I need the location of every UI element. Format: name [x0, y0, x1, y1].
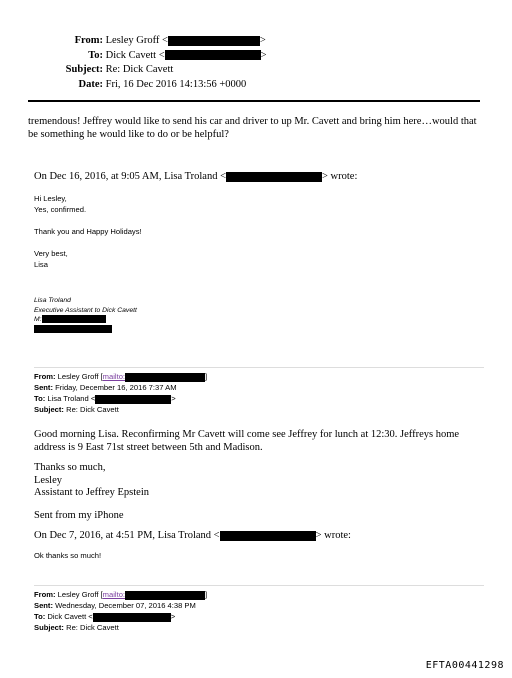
- redaction-bar: [226, 172, 322, 182]
- spacer: [34, 237, 142, 248]
- msg2-subject-value: Re: Dick Cavett: [66, 405, 119, 414]
- msg2-sent-from: Sent from my iPhone: [34, 509, 124, 521]
- redaction-bar: [93, 613, 171, 622]
- header-divider: [28, 100, 480, 102]
- header-subject-row: [28, 63, 267, 78]
- msg2-subject-label: Subject:: [34, 405, 64, 414]
- quote1-line: Yes, confirmed.: [34, 205, 87, 214]
- msg3-to-value: Dick Cavett <: [47, 612, 93, 621]
- header-date-row: [28, 78, 267, 93]
- from-label: From:: [74, 35, 103, 46]
- msg3-from-value: Lesley Groff [: [57, 590, 103, 599]
- msg3-subject-value: Re: Dick Cavett: [66, 623, 119, 632]
- sig-name: Lisa Troland: [34, 297, 71, 304]
- subject-value: Re: Dick Cavett: [105, 64, 174, 75]
- msg2-to-close: >: [171, 394, 176, 403]
- sig-title: Executive Assistant to Dick Cavett: [34, 306, 137, 314]
- quote1-line: Hi Lesley,: [34, 194, 67, 203]
- spacer: [34, 215, 142, 226]
- quote1-line: Thank you and Happy Holidays!: [34, 227, 142, 236]
- from-close: >: [259, 35, 266, 46]
- quote1-line: Very best,: [34, 249, 68, 258]
- mailto-link[interactable]: mailto:: [102, 372, 126, 381]
- msg3-sent-label: Sent:: [34, 601, 53, 610]
- msg2-title: Assistant to Jeffrey Epstein: [34, 487, 149, 498]
- redaction-bar: [125, 590, 208, 600]
- msg3-header: [34, 589, 207, 633]
- date-value: Fri, 16 Dec 2016 14:13:56 +0000: [105, 78, 247, 90]
- sig-m: M:: [34, 316, 42, 323]
- intro-text: tremendous! Jeffrey would like to send his car and driver to up Mr. Cavett and bring him here…would that be something he would like to do or be helpful?: [28, 116, 477, 140]
- header-to-row: [28, 49, 267, 64]
- redaction-bar: [220, 531, 316, 541]
- quote1-wrote-line: [34, 171, 357, 182]
- quote1-body: [34, 193, 142, 270]
- redaction-bar: [165, 50, 261, 60]
- msg2-to-value: Lisa Troland <: [47, 394, 96, 403]
- msg2-thanks: Thanks so much,: [34, 462, 106, 473]
- to-close: >: [260, 49, 267, 61]
- msg2-from-value: Lesley Groff [: [57, 372, 103, 381]
- from-value: Lesley Groff <: [105, 35, 168, 46]
- msg2-header: [34, 371, 207, 415]
- msg2-wrote-line: [34, 530, 351, 541]
- email-header: [28, 34, 267, 92]
- mailto-link[interactable]: mailto:: [102, 590, 126, 599]
- quote1-wrote-suffix: > wrote:: [322, 171, 358, 182]
- msg2-name: Lesley: [34, 474, 62, 486]
- msg2-to-label: To:: [34, 394, 46, 403]
- msg3-subject-label: Subject:: [34, 623, 64, 632]
- msg3-to-close: >: [170, 612, 176, 621]
- redaction-bar: [95, 395, 171, 404]
- to-value: Dick Cavett <: [105, 49, 165, 61]
- msg2-signoff: [34, 462, 149, 522]
- msg2-body: Good morning Lisa. Reconfirming Mr Cavett will come see Jeffrey for lunch at 12:30. Jeffreys home address is 9 East 71st street between 5th and Madison.: [34, 429, 460, 453]
- msg2-wrote-suffix: > wrote:: [315, 530, 351, 541]
- quote1-wrote-prefix: On Dec 16, 2016, at 9:05 AM, Lisa Troland <: [34, 171, 226, 182]
- divider: [34, 367, 484, 368]
- quote1-signature: [34, 296, 137, 334]
- to-label: To:: [88, 49, 103, 61]
- msg2-sent-label: Sent:: [34, 383, 53, 392]
- msg2-from-close: ]: [205, 372, 208, 381]
- redaction-bar: [42, 315, 106, 323]
- divider: [34, 585, 484, 586]
- subject-label: Subject:: [65, 64, 103, 75]
- redaction-bar: [34, 325, 112, 333]
- msg2-reply: Ok thanks so much!: [34, 551, 102, 560]
- msg3-from-label: From:: [34, 590, 56, 599]
- msg2-sent-value: Friday, December 16, 2016 7:37 AM: [55, 383, 177, 392]
- date-label: Date:: [78, 78, 103, 90]
- msg2-wrote-prefix: On Dec 7, 2016, at 4:51 PM, Lisa Troland <: [34, 530, 220, 541]
- quote1-line: Lisa: [34, 260, 48, 269]
- redaction-bar: [125, 372, 208, 382]
- msg3-from-close: ]: [205, 590, 208, 599]
- msg3-sent-value: Wednesday, December 07, 2016 4:38 PM: [55, 601, 196, 610]
- document-id: EFTA00441298: [425, 660, 504, 671]
- msg3-to-label: To:: [34, 612, 46, 621]
- redaction-bar: [168, 36, 260, 46]
- header-from-row: [28, 34, 267, 49]
- spacer: [34, 500, 149, 510]
- msg2-from-label: From:: [34, 372, 56, 381]
